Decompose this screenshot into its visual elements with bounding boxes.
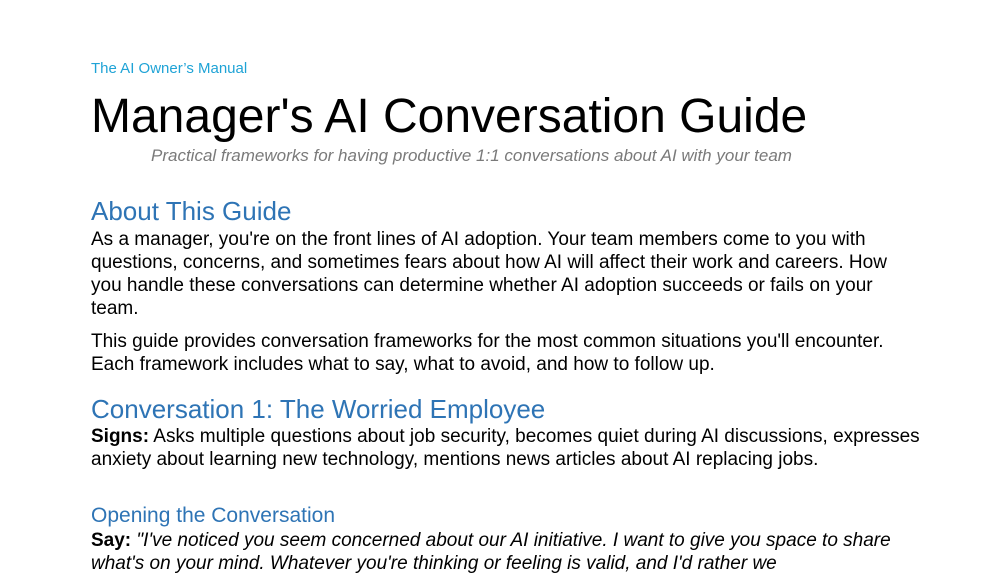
document-header-label: The AI Owner’s Manual xyxy=(91,60,248,77)
signs-paragraph xyxy=(91,425,921,471)
subsection-heading-opening: Opening the Conversation xyxy=(91,504,335,527)
say-label: Say: xyxy=(91,530,132,551)
say-text: "I've noticed you seem concerned about our AI initiative. I want to give you space to share what's on your mind. Whatever you're thinking or feeling is valid, and I'd rather we xyxy=(91,530,891,574)
say-paragraph xyxy=(91,529,921,575)
signs-label: Signs: xyxy=(91,426,150,447)
section-heading-about: About This Guide xyxy=(91,196,292,226)
about-paragraph-1: As a manager, you're on the front lines of AI adoption. Your team members come to you with questions, concerns, and sometimes fears about how AI will affect their work and careers. How you handle these conversations can determine whether AI adoption succeeds or fails on your team. xyxy=(91,229,887,319)
signs-text: Asks multiple questions about job security, becomes quiet during AI discussions, expresses anxiety about learning new technology, mentions news articles about AI replacing jobs. xyxy=(91,426,920,470)
page-title: Manager's AI Conversation Guide xyxy=(91,90,808,143)
page-subtitle: Practical frameworks for having productive 1:1 conversations about AI with your team xyxy=(151,146,792,165)
section-heading-conversation-1: Conversation 1: The Worried Employee xyxy=(91,394,546,424)
about-paragraph-2: This guide provides conversation frameworks for the most common situations you'll encounter. Each framework includes what to say, what to avoid, and how to follow up. xyxy=(91,331,884,375)
